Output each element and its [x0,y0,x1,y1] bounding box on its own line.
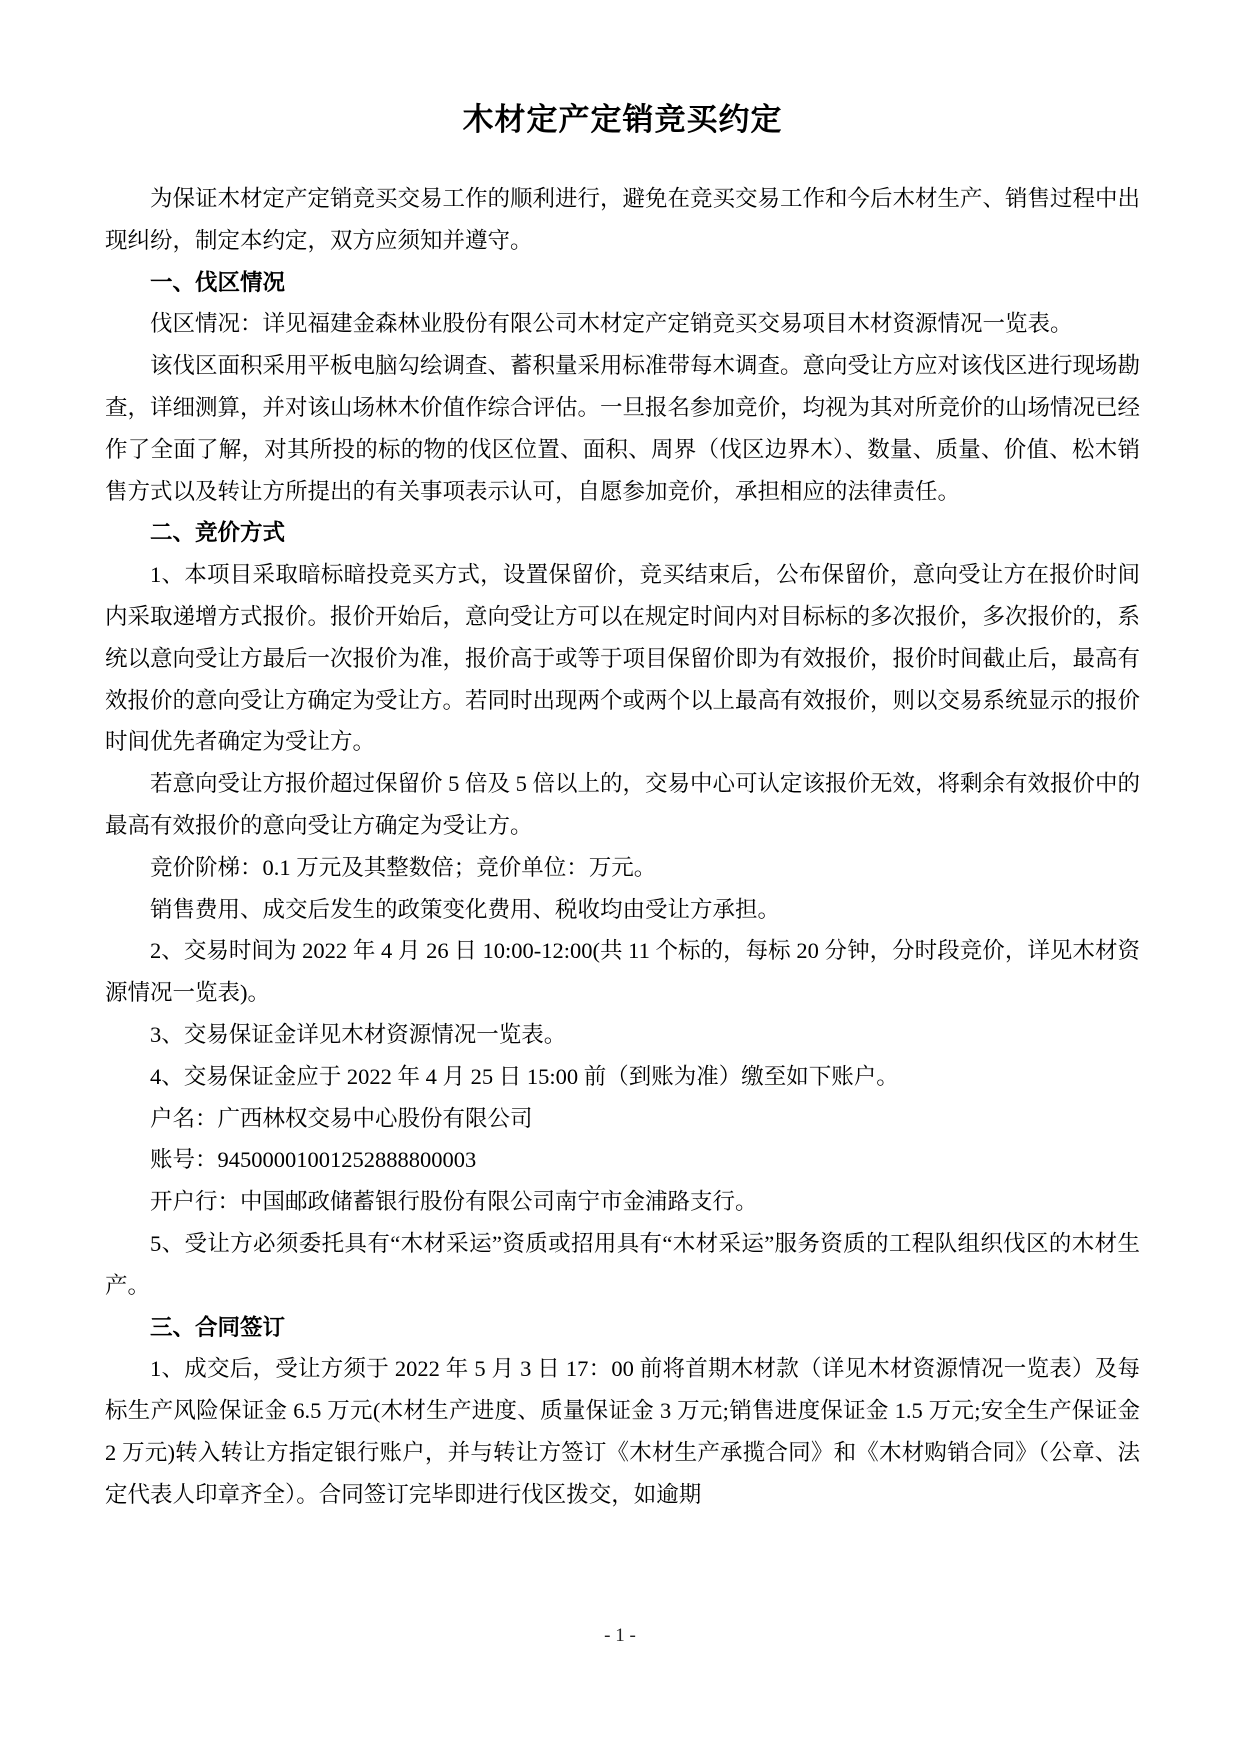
section-heading-bidding-method: 二、竞价方式 [150,520,286,546]
contract-signing-paragraph-1: 1、成交后，受让方须于 2022 年 5 月 3 日 17：00 前将首期木材款（详见木材资源情况一览表）及每标生产风险保证金 6.5 万元(木材生产进度、质量保证金 3 万元;销售进度保证金 1.5 万元;安全生产保证金 2 万元)转入转让方指定银行账户，并与转让方签订《木材生产承揽合同》和《木材购销合同》（公章、法定代表人印章齐全）。合同签订完毕即进行伐区拨交，如逾期 [105,1356,1140,1507]
page-number: - 1 - [604,1625,636,1646]
bidding-paragraph-1: 1、本项目采取暗标暗投竞买方式，设置保留价，竞买结束后，公布保留价，意向受让方在报价时间内采取递增方式报价。报价开始后，意向受让方可以在规定时间内对目标标的多次报价，多次报价的，系统以意向受让方最后一次报价为准，报价高于或等于项目保留价即为有效报价，报价时间截止后，最高有效报价的意向受让方确定为受让方。若同时出现两个或两个以上最高有效报价，则以交易系统显示的报价时间优先者确定为受让方。 [105,562,1141,755]
deposit-deadline-paragraph: 4、交易保证金应于 2022 年 4 月 25 日 15:00 前（到账为准）缴至如下账户。 [150,1063,899,1089]
intro-paragraph: 为保证木材定产定销竞买交易工作的顺利进行，避免在竞买交易工作和今后木材生产、销售过程中出现纠纷，制定本约定，双方应须知并遵守。 [105,186,1141,253]
document-title: 木材定产定销竞买约定 [462,102,783,137]
bidding-paragraph-2: 若意向受让方报价超过保留价 5 倍及 5 倍以上的，交易中心可认定该报价无效，将剩余有效报价中的最高有效报价的意向受让方确定为受让方。 [105,771,1141,838]
bidding-increment-paragraph: 竞价阶梯：0.1 万元及其整数倍；竞价单位：万元。 [150,854,657,880]
deposit-reference-paragraph: 3、交易保证金详见木材资源情况一览表。 [150,1021,567,1047]
qualification-paragraph: 5、受让方必须委托具有“木材采运”资质或招用具有“木材采运”服务资质的工程队组织伐区的木材生产。 [105,1230,1140,1298]
fees-paragraph: 销售费用、成交后发生的政策变化费用、税收均由受让方承担。 [150,896,781,922]
trade-time-paragraph: 2、交易时间为 2022 年 4 月 26 日 10:00-12:00(共 11 个标的，每标 20 分钟，分时段竞价，详见木材资源情况一览表)。 [105,938,1140,1006]
felling-area-paragraph-2: 该伐区面积采用平板电脑勾绘调查、蓄积量采用标准带每木调查。意向受让方应对该伐区进行现场勘查，详细测算，并对该山场林木价值作综合评估。一旦报名参加竞价，均视为其对所竞价的山场情况已经作了全面了解，对其所投的标的物的伐区位置、面积、周界（伐区边界木）、数量、质量、价值、松木销售方式以及转让方所提出的有关事项表示认可，自愿参加竞价，承担相应的法律责任。 [105,353,1141,504]
bank-name-line: 开户行：中国邮政储蓄银行股份有限公司南宁市金浦路支行。 [150,1189,758,1215]
account-name-line: 户名：广西林权交易中心股份有限公司 [150,1105,533,1131]
account-number-line: 账号：94500001001252888800003 [150,1147,477,1173]
felling-area-paragraph-1: 伐区情况：详见福建金森林业股份有限公司木材定产定销竞买交易项目木材资源情况一览表。 [150,311,1073,337]
section-heading-contract-signing: 三、合同签订 [150,1314,286,1340]
section-heading-felling-area: 一、伐区情况 [150,269,286,295]
